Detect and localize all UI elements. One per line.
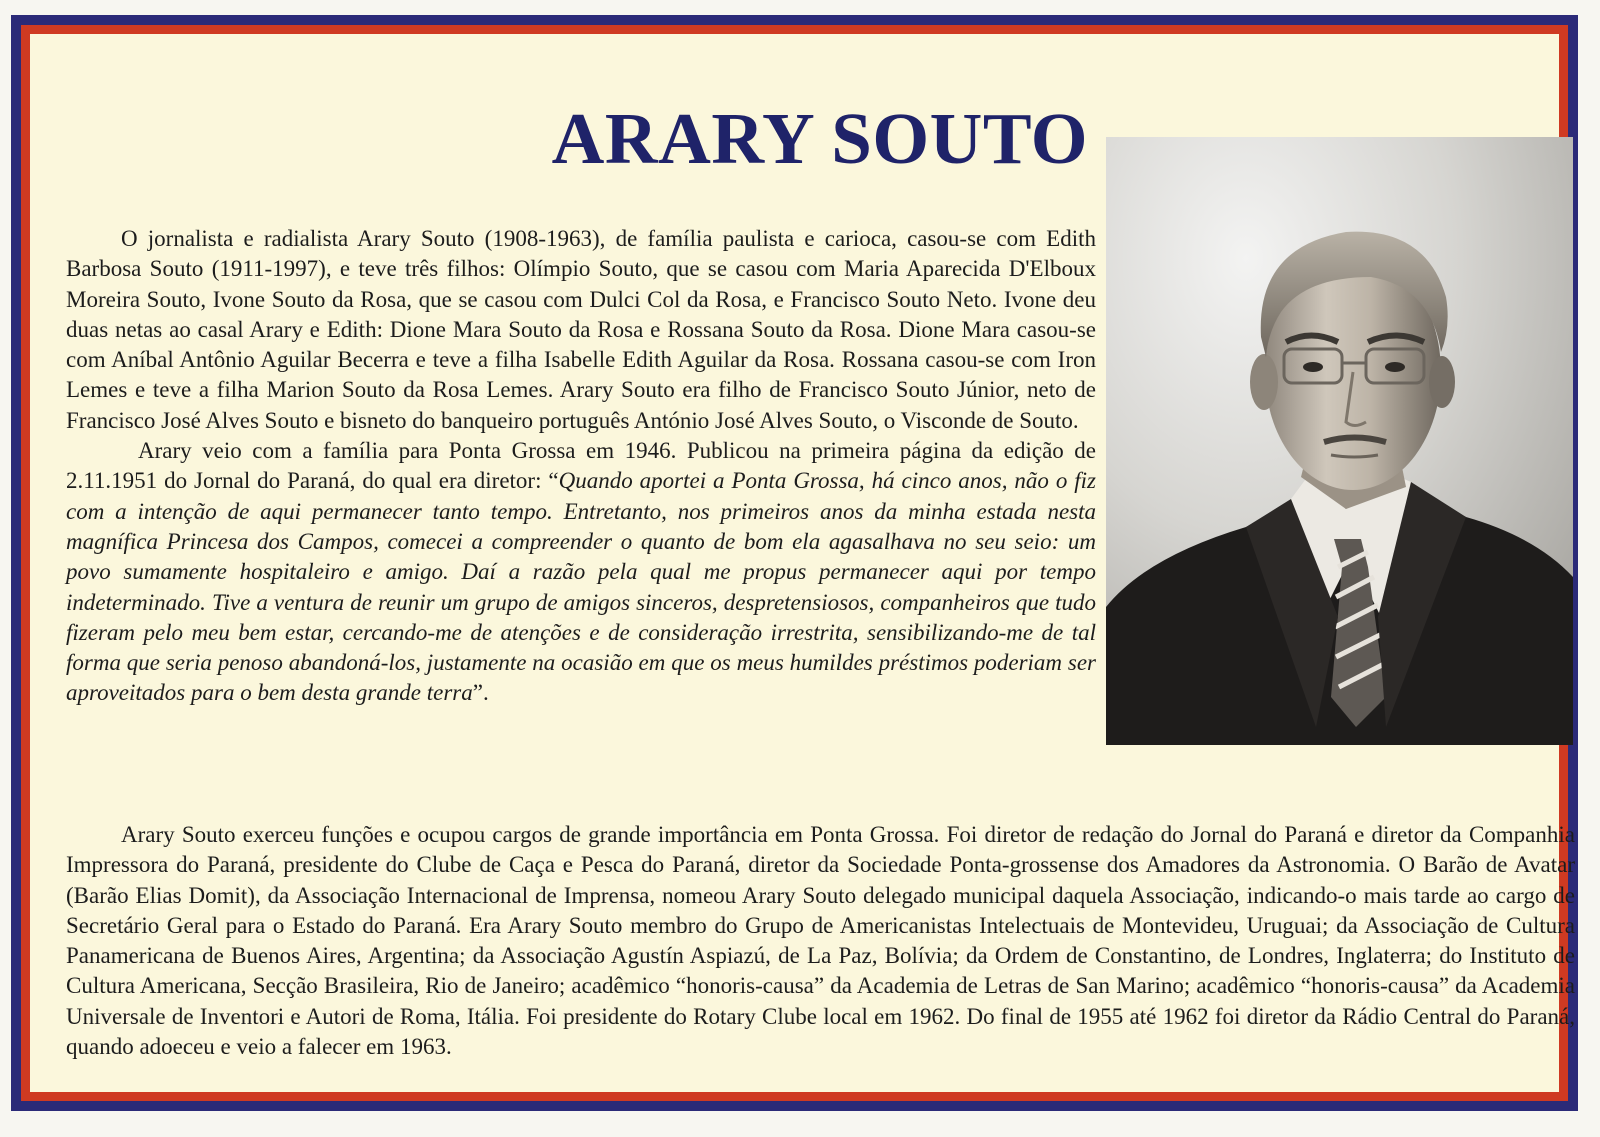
biography-lower <box>66 820 1575 1062</box>
portrait-photo <box>1106 137 1573 745</box>
document-card <box>30 34 1575 1092</box>
portrait-illustration <box>1106 137 1573 745</box>
paragraph-career: Arary Souto exerceu funções e ocupou cargos de grande importância em Ponta Grossa. Foi diretor de redação do Jornal do Paraná e diretor da Companhia Impressora do Paraná, presidente do Clube de Caça e Pesca do Paraná, diretor da Sociedade Ponta-grossense dos Amadores da Astronomia. O Barão de Avatar (Barão Elias Domit), da Associação Internacional de Imprensa, nomeou Arary Souto delegado municipal daquela Associação, indicando-o mais tarde ao cargo de Secretário Geral para o Estado do Paraná. Era Arary Souto membro do Grupo de Americanistas Intelectuais de Montevideu, Uruguai; da Associação de Cultura Panamericana de Buenos Aires, Argentina; da Associação Agustín Aspiazú, de La Paz, Bolívia; da Ordem de Constantino, de Londres, Inglaterra; do Instituto de Cultura Americana, Secção Brasileira, Rio de Janeiro; acadêmico “honoris-causa” da Academia de Letras de San Marino; acadêmico “honoris-causa” da Academia Universale de Inventori e Autori de Roma, Itália. Foi presidente do Rotary Clube local em 1962. Do final de 1955 até 1962 foi diretor da Rádio Central do Paraná, quando adoeceu e veio a falecer em 1963. <box>66 822 1575 1060</box>
quote-intro: Arary veio com a família para Ponta Grossa em 1946. Publicou na primeira página da edição de 2.11.1951 do Jornal do Paraná, do qual era diretor: “ <box>66 438 1096 494</box>
quote-close: ”. <box>472 680 489 706</box>
page-title: ARARY SOUTO <box>551 98 1088 179</box>
biography-upper <box>66 224 1096 709</box>
paragraph-family: O jornalista e radialista Arary Souto (1908-1963), de família paulista e carioca, casou-se com Edith Barbosa Souto (1911-1997), e teve três filhos: Olímpio Souto, que se casou com Maria Aparecida D'Elboux Moreira Souto, Ivone Souto da Rosa, que se casou com Dulci Col da Rosa, e Francisco Souto Neto. Ivone deu duas netas ao casal Arary e Edith: Dione Mara Souto da Rosa e Rossana Souto da Rosa. Dione Mara casou-se com Aníbal Antônio Aguilar Becerra e teve a filha Isabelle Edith Aguilar da Rosa. Rossana casou-se com Iron Lemes e teve a filha Marion Souto da Rosa Lemes. Arary Souto era filho de Francisco Souto Júnior, neto de Francisco José Alves Souto e bisneto do banqueiro português António José Alves Souto, o Visconde de Souto. <box>66 226 1096 433</box>
quote-text: Quando aportei a Ponta Grossa, há cinco anos, não o fiz com a intenção de aqui permanecer tanto tempo. Entretanto, nos primeiros anos da minha estada nesta magnífica Princesa dos Campos, comecei a compreender o quanto de bom ela agasalhava no seu seio: um povo sumamente hospitaleiro e amigo. Daí a razão pela qual me propus permanecer aqui por tempo indeterminado. Tive a ventura de reunir um grupo de amigos sinceros, despretensiosos, companheiros que tudo fizeram pelo meu bem estar, cercando-me de atenções e de consideração irrestrita, sensibilizando-me de tal forma que seria penoso abandoná-los, justamente na ocasião em que os meus humildes préstimos poderiam ser aproveitados para o bem desta grande terra <box>66 468 1096 706</box>
paragraph-quote <box>66 436 1096 709</box>
